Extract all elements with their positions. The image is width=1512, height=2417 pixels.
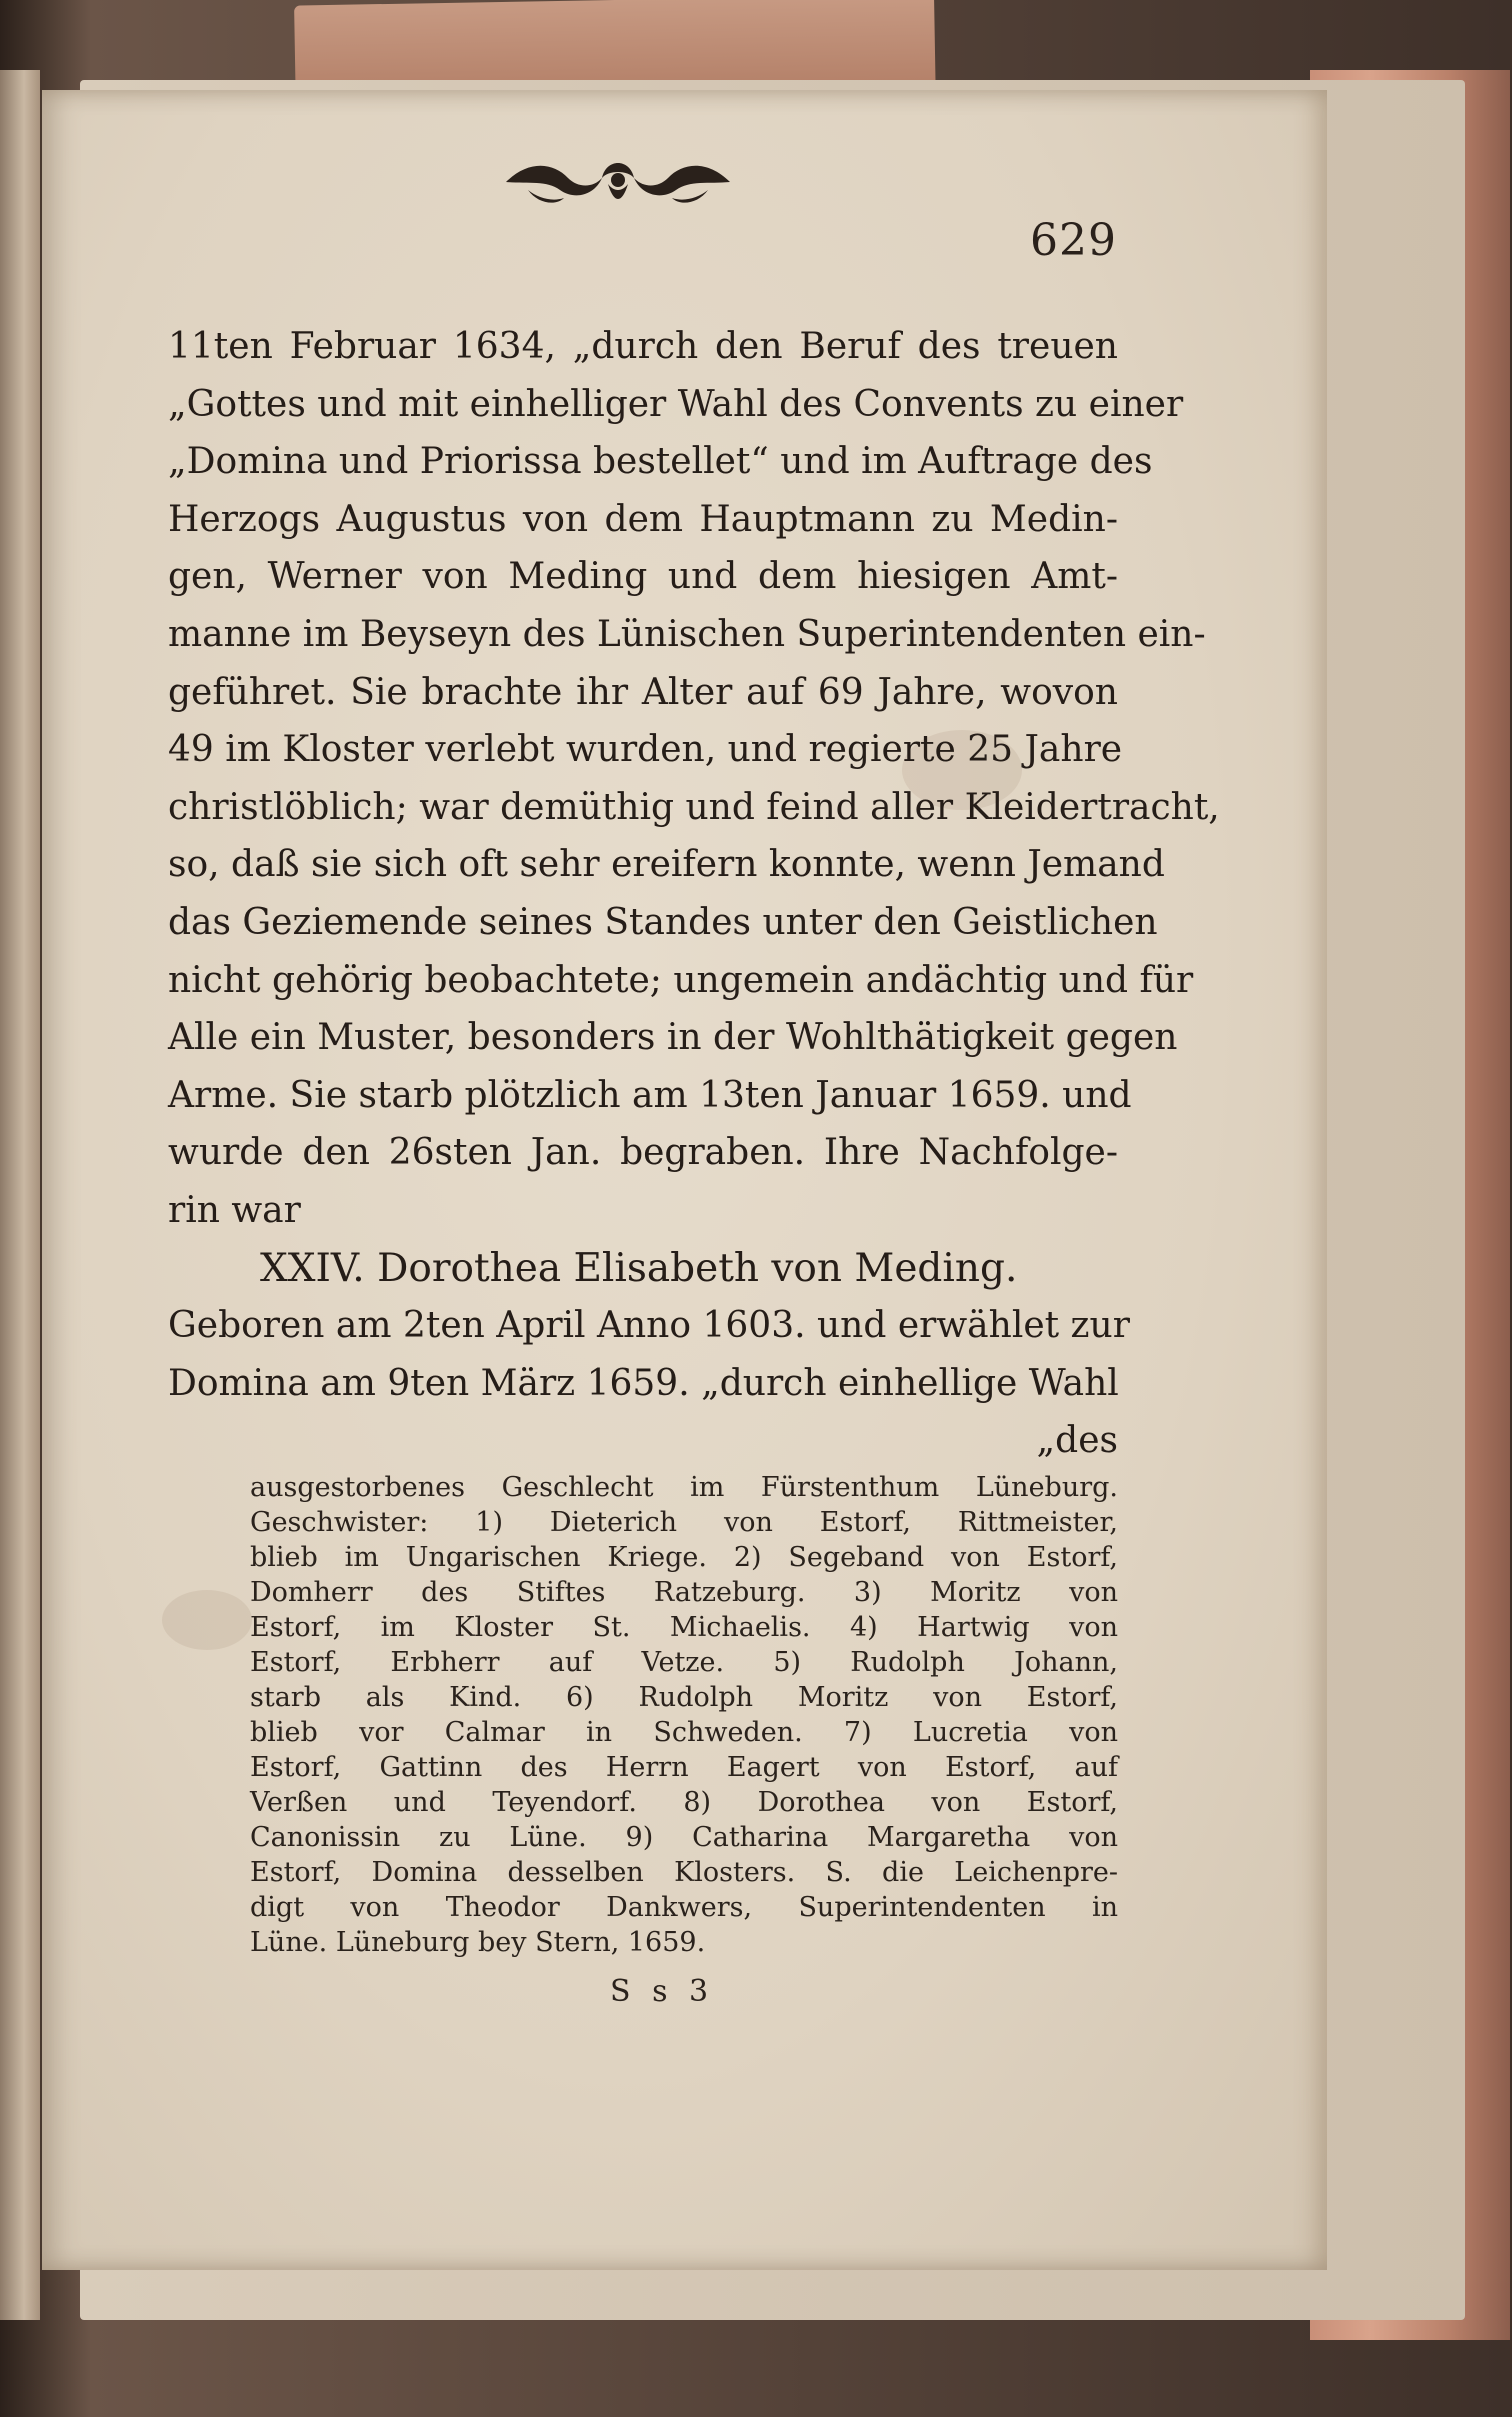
section-heading: XXIV. Dorothea Elisabeth von Meding. [260,1245,1018,1291]
footnote-line: Estorf, Erbherr auf Vetze. 5) Rudolph Johann, [250,1647,1118,1678]
footnote-line: Estorf, im Kloster St. Michaelis. 4) Hartwig von [250,1612,1118,1643]
main-text-block [168,318,1220,1470]
text-line: rin war [168,1189,301,1231]
previous-page-edge [0,70,40,2320]
footnote-line: blieb vor Calmar in Schweden. 7) Lucretia von [250,1717,1118,1748]
text-line: das Geziemende seines Standes unter den Geistlichen [168,901,1158,943]
page-number: 629 [1030,215,1117,266]
text-line: manne im Beyseyn des Lünischen Superintendenten ein- [168,613,1206,655]
text-line: nicht gehörig beobachtete; ungemein andächtig und für [168,959,1194,1001]
footnote-line: starb als Kind. 6) Rudolph Moritz von Estorf, [250,1682,1118,1713]
paper-stain [162,1590,252,1650]
text-line: „Domina und Priorissa bestellet“ und im Auftrage des [168,441,1153,483]
text-line: so, daß sie sich oft sehr ereifern konnte, wenn Jemand [168,844,1165,886]
footnote-block [250,1470,1118,1960]
footnote-line: Domherr des Stiftes Ratzeburg. 3) Moritz von [250,1577,1118,1608]
text-line: 49 im Kloster verlebt wurden, und regierte 25 Jahre [168,729,1123,771]
text-line: Geboren am 2ten April Anno 1603. und erwählet zur [168,1305,1130,1347]
text-line: Domina am 9ten März 1659. „durch einhellige Wahl [168,1362,1119,1404]
footnote-line: Canonissin zu Lüne. 9) Catharina Margaretha von [250,1822,1118,1853]
catchword: „des [1036,1420,1118,1462]
text-line: christlöblich; war demüthig und feind aller Kleidertracht, [168,786,1220,828]
text-line: wurde den 26sten Jan. begraben. Ihre Nachfolge- [168,1132,1118,1174]
footnote-line: blieb im Ungarischen Kriege. 2) Segeband von Estorf, [250,1542,1118,1573]
footnote-line: Estorf, Gattinn des Herrn Eagert von Estorf, auf [250,1752,1118,1783]
footnote-line: Estorf, Domina desselben Klosters. S. die Leichenpre- [250,1857,1118,1888]
printer-signature-mark: S s 3 [610,1974,715,2009]
text-line: Herzogs Augustus von dem Hauptmann zu Medin- [168,498,1118,540]
text-line: Arme. Sie starb plötzlich am 13ten Januar 1659. und [168,1074,1132,1116]
footnote-line: digt von Theodor Dankwers, Superintendenten in [250,1892,1118,1923]
footnote-line: Geschwister: 1) Dieterich von Estorf, Rittmeister, [250,1507,1118,1538]
text-line: geführet. Sie brachte ihr Alter auf 69 Jahre, wovon [168,671,1118,713]
footnote-line: Verßen und Teyendorf. 8) Dorothea von Estorf, [250,1787,1118,1818]
text-line: 11ten Februar 1634, „durch den Beruf des treuen [168,326,1118,367]
footnote-line: ausgestorbenes Geschlecht im Fürstenthum Lüneburg. [250,1472,1118,1503]
text-line: gen, Werner von Meding und dem hiesigen Amt- [168,556,1118,598]
floral-vignette-icon [498,140,738,225]
footnote-line: Lüne. Lüneburg bey Stern, 1659. [250,1927,706,1958]
text-line: Alle ein Muster, besonders in der Wohlthätigkeit gegen [168,1017,1178,1059]
text-line: „Gottes und mit einhelliger Wahl des Convents zu einer [168,383,1184,425]
